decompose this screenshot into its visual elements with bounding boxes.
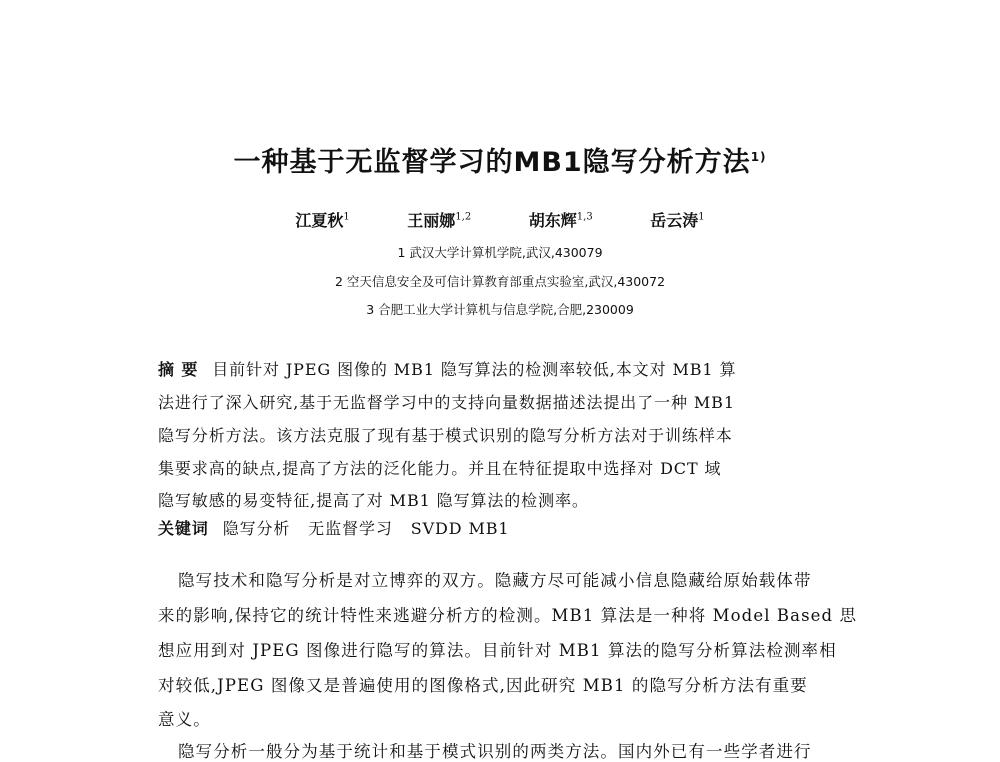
author: [295, 211, 349, 230]
author-list: [0, 208, 1000, 231]
abstract-line: 隐写敏感的易变特征,提高了对 MB1 隐写算法的检测率。: [158, 491, 589, 510]
title-text: 一种基于无监督学习的MB1隐写分析方法: [233, 147, 751, 178]
author-affiliation-mark: 1: [343, 211, 350, 223]
keywords-label: 关键词: [158, 519, 209, 538]
abstract-line: 集要求高的缺点,提高了方法的泛化能力。并且在特征提取中选择对 DCT 域: [158, 459, 722, 478]
abstract-line: [158, 357, 736, 380]
abstract-line: 隐写分析方法。该方法克服了现有基于模式识别的隐写分析方法对于训练样本: [158, 426, 733, 445]
body-line: 隐写分析一般分为基于统计和基于模式识别的两类方法。国内外已有一些学者进行: [178, 742, 812, 761]
title-footnote: 1): [750, 150, 767, 164]
author-name: 王丽娜: [407, 211, 456, 230]
affiliation: 3 合肥工业大学计算机与信息学院,合肥,230009: [366, 302, 634, 317]
abstract-line: 法进行了深入研究,基于无监督学习中的支持向量数据描述法提出了一种 MB1: [158, 393, 735, 412]
author-affiliation-mark: 1,2: [455, 211, 472, 223]
body-line: 对较低,JPEG 图像又是普遍使用的图像格式,因此研究 MB1 的隐写分析方法有重要: [158, 676, 808, 695]
author-name: 江夏秋: [295, 211, 344, 230]
abstract-text: 目前针对 JPEG 图像的 MB1 隐写算法的检测率较低,本文对 MB1 算: [212, 360, 737, 379]
author: [529, 211, 593, 230]
body-line: 隐写技术和隐写分析是对立博弈的双方。隐藏方尽可能减小信息隐藏给原始载体带: [178, 571, 812, 590]
body-line: 想应用到对 JPEG 图像进行隐写的算法。目前针对 MB1 算法的隐写分析算法检测率相: [158, 641, 837, 660]
paper-title: [0, 140, 1000, 179]
affiliation: 2 空天信息安全及可信计算教育部重点实验室,武汉,430072: [334, 274, 666, 289]
affiliation: 1 武汉大学计算机学院,武汉,430079: [397, 245, 603, 260]
body-line: 意义。: [158, 710, 211, 729]
keywords-line: [158, 516, 510, 539]
abstract-label: 摘 要: [158, 360, 199, 379]
author-name: 胡东辉: [528, 211, 577, 230]
keywords-text: 隐写分析 无监督学习 SVDD MB1: [222, 519, 510, 538]
author: [650, 211, 704, 230]
author-affiliation-mark: 1,3: [576, 211, 593, 223]
author-name: 岳云涛: [650, 211, 699, 230]
author: [407, 211, 471, 230]
author-affiliation-mark: 1: [698, 211, 705, 223]
body-line: 来的影响,保持它的统计特性来逃避分析方的检测。MB1 算法是一种将 Model Based 思: [158, 606, 858, 625]
